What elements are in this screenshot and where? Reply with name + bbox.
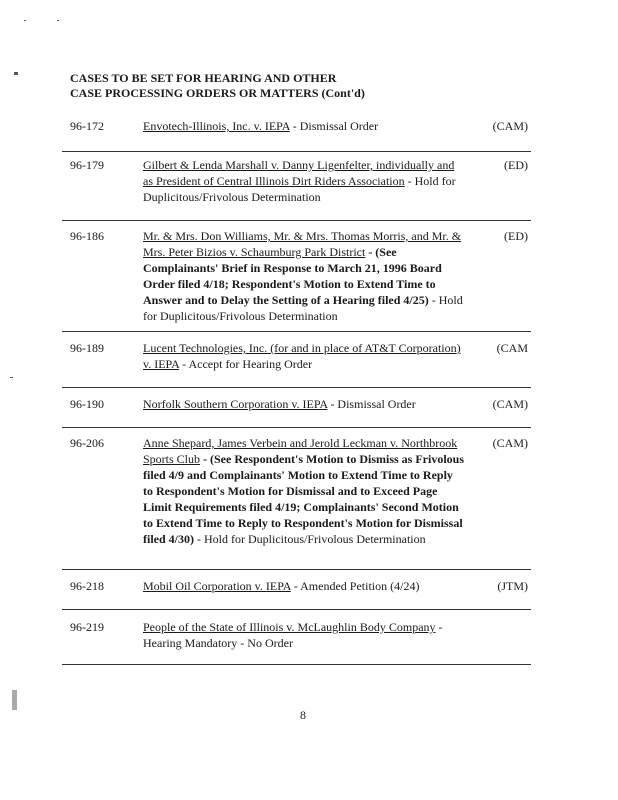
divider bbox=[62, 220, 531, 221]
case-number: 96-218 bbox=[70, 579, 104, 593]
case-description bbox=[143, 619, 465, 651]
case-number: 96-186 bbox=[70, 229, 104, 243]
case-parties: Gilbert & Lenda Marshall v. Danny Ligenfelter, individually and as President of Central Illinois Dirt Riders Association bbox=[143, 158, 455, 188]
case-parties: Mobil Oil Corporation v. IEPA bbox=[143, 579, 291, 593]
case-note: - (See Respondent's Motion to Dismiss as Frivolous filed 4/9 and Complainants' Motion to Extend Time to Reply to Respondent's Motion for Dismissal and to Exceed Page Limit Requirements filed 4/19; Complainants' Second Motion to Extend Time to Reply to Respondent's Motion for Dismissal filed 4/30) bbox=[143, 452, 465, 546]
case-description bbox=[143, 578, 465, 594]
case-number: 96-219 bbox=[70, 620, 104, 634]
header-line-1: CASES TO BE SET FOR HEARING AND OTHER bbox=[70, 71, 337, 85]
case-parties: People of the State of Illinois v. McLaughlin Body Company bbox=[143, 620, 436, 634]
case-number: 96-179 bbox=[70, 158, 104, 172]
case-action: - Dismissal Order bbox=[327, 397, 416, 411]
case-number: 96-190 bbox=[70, 397, 104, 411]
case-description bbox=[143, 118, 465, 134]
case-description bbox=[143, 396, 465, 412]
divider bbox=[62, 664, 531, 665]
case-initials: (CAM) bbox=[492, 436, 528, 450]
divider bbox=[62, 387, 531, 388]
scan-speck bbox=[12, 690, 17, 710]
case-action: - Amended Petition (4/24) bbox=[290, 579, 420, 593]
case-initials: (CAM) bbox=[492, 397, 528, 411]
case-parties: Envotech-Illinois, Inc. v. IEPA bbox=[143, 119, 290, 133]
case-number: 96-172 bbox=[70, 119, 104, 133]
case-description bbox=[143, 157, 465, 205]
page-number: 8 bbox=[300, 708, 306, 722]
case-description bbox=[143, 228, 465, 324]
case-action: - Hearing Mandatory - No Order bbox=[143, 620, 443, 650]
case-initials: (CAM) bbox=[492, 119, 528, 133]
scan-speck bbox=[10, 377, 13, 378]
case-number: 96-206 bbox=[70, 436, 104, 450]
case-parties: Norfolk Southern Corporation v. IEPA bbox=[143, 397, 328, 411]
case-number: 96-189 bbox=[70, 341, 104, 355]
scan-speck bbox=[14, 72, 18, 75]
case-parties: Anne Shepard, James Verbein and Jerold Leckman v. Northbrook Sports Club bbox=[143, 436, 458, 466]
divider bbox=[62, 151, 531, 152]
case-action: - Dismissal Order bbox=[289, 119, 379, 133]
section-header bbox=[70, 71, 365, 101]
case-initials: (JTM) bbox=[497, 579, 528, 593]
divider bbox=[62, 569, 531, 570]
case-description bbox=[143, 435, 465, 547]
divider bbox=[62, 609, 531, 610]
case-parties: Mr. & Mrs. Don Williams, Mr. & Mrs. Thomas Morris, and Mr. & Mrs. Peter Bizios v. Schaumburg Park District bbox=[143, 229, 462, 259]
case-action: - Hold for Duplicitous/Frivolous Determination bbox=[143, 293, 463, 323]
case-parties: Lucent Technologies, Inc. (for and in place of AT&T Corporation) v. IEPA bbox=[143, 341, 461, 371]
case-action: - Accept for Hearing Order bbox=[179, 357, 313, 371]
scan-speck bbox=[24, 20, 26, 21]
case-action: - Hold for Duplicitous/Frivolous Determination bbox=[194, 532, 426, 546]
scan-speck bbox=[57, 20, 59, 21]
header-line-2: CASE PROCESSING ORDERS OR MATTERS (Cont'd) bbox=[70, 86, 365, 100]
case-initials: (ED) bbox=[504, 229, 528, 243]
case-description bbox=[143, 340, 465, 372]
case-initials: (CAM bbox=[496, 341, 528, 355]
divider bbox=[62, 331, 531, 332]
case-action: - Hold for Duplicitous/Frivolous Determination bbox=[143, 174, 456, 204]
divider bbox=[62, 427, 531, 428]
case-note: - (See Complainants' Brief in Response to March 21, 1996 Board Order filed 4/18; Respondent's Motion to Extend Time to Answer and to Delay the Setting of a Hearing filed 4/25) bbox=[143, 245, 442, 307]
case-initials: (ED) bbox=[504, 158, 528, 172]
